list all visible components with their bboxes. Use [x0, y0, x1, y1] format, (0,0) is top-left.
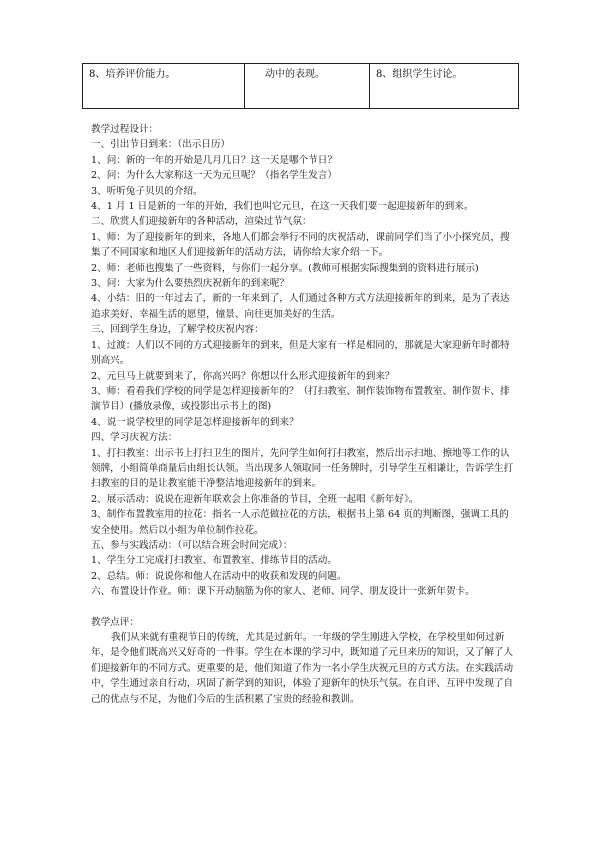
- section-gap: [91, 600, 515, 615]
- lesson-content: [91, 122, 515, 707]
- process-line: 2、师：老师也搜集了一些资料，与你们一起分享。(教师可根据实际搜集到的资料进行展示): [91, 262, 479, 274]
- process-line: 六、布置设计作业。师：课下开动脑筋为你的家人、老师、同学、朋友设计一张新年贺卡。: [91, 586, 475, 598]
- process-line: 3、制作布置教室用的拉花：指名一人示范做拉花的方法，根据书上第 64 页的判断图，强调工具的安全使用。然后以小组为单位制作拉花。: [91, 509, 509, 536]
- process-line: 四、学习庆祝方法：: [91, 432, 178, 444]
- table-row: [83, 64, 519, 109]
- process-line: 2、元旦马上就要到来了，你高兴吗？你想以什么形式迎接新年的到来？: [91, 370, 395, 382]
- process-line: 五、参与实践活动：（可以结合班会时间完成）：: [91, 539, 293, 551]
- process-line: 4、小结：旧的一年过去了，新的一年来到了，人们通过各种方式方法迎接新年的到来，是为了表达追求美好、幸福生活的愿望，憧景、向往更加美好的生活。: [91, 293, 510, 320]
- process-line: 3、师：看看我们学校的同学是怎样迎接新年的？（打扫教室、制作装饰物布置教室、制作贺卡、排演节目）(播放录像，或投影出示书上的图): [91, 385, 510, 413]
- table-cell: 动中的表现。: [245, 64, 370, 109]
- objectives-table: [82, 63, 519, 109]
- process-line: 2、总结。师：说说你和他人在活动中的收获和发现的问题。: [91, 570, 347, 582]
- process-line: 3、问：大家为什么要热烈庆祝新年的到来呢？: [91, 278, 289, 290]
- process-line: 1、打扫教室：出示书上打扫卫生的图片，先问学生如何打扫教室，然后出示扫地、擦地等工作的认领牌，小组简单商量后由组长认领。当出现多人领取同一任务牌时，引导学生互相谦让，告诉学生打扫教室的目的是让教室能干净整洁地迎接新年的到来。: [91, 447, 514, 490]
- process-line: 3、听听兔子贝贝的介绍。: [91, 185, 203, 197]
- process-line: 一、引出节日到来：（出示日历）: [91, 139, 231, 151]
- process-line: 1、学生分工完成打扫教室、布置教室、排练节目的活动。: [91, 555, 337, 567]
- process-line: 三、回到学生身边，了解学校庆祝内容：: [91, 324, 264, 336]
- process-line: 1、问：新的一年的开始是几月几日？这一天是哪个节日？: [91, 154, 337, 166]
- process-line: 2、展示活动：说说在迎新年联欢会上你准备的节目，全班一起唱《新年好》。: [91, 493, 419, 505]
- review-heading: 教学点评：: [91, 616, 139, 628]
- table-cell: 8、培养评价能力。: [83, 64, 245, 109]
- process-line: 1、过渡：人们以不同的方式迎接新年的到来，但是大家有一样是相同的，那就是大家迎新年时都特别高兴。: [91, 339, 510, 367]
- table-cell: 8、组织学生讨论。: [370, 64, 519, 109]
- process-line: 2、问：为什么大家称这一天为元旦呢？（指名学生发言）: [91, 170, 337, 182]
- process-line: 二、欣赏人们迎接新年的各种活动，渲染过节气氛：: [91, 216, 312, 228]
- process-line: 4、说一说学校里的同学是怎样迎接新年的到来？: [91, 416, 299, 428]
- process-line: 1、师：为了迎接新年的到来，各地人们都会举行不同的庆祝活动，课前同学们当了小小探究员，搜集了不同国家和地区人们迎接新年的活动方法，请你给大家介绍一下。: [91, 231, 510, 259]
- process-heading: 教学过程设计：: [91, 124, 159, 135]
- process-line: 4、1 月 1 日是新的一年的开始，我们也叫它元旦，在这一天我们要一起迎接新年的到来。: [91, 201, 474, 213]
- review-paragraph: 我们从来就有重视节日的传统，尤其是过新年。一年级的学生刚进入学校，在学校里如何过新年，是令他们既高兴又好奇的一件事。学生在本课的学习中，既知道了元旦来历的知识，又了解了人们迎接新年的不同方式。更重要的是，他们知道了作为一名小学生庆祝元旦的方式方法。在实践活动中，学生通过亲自行动，巩固了新学到的知识，体验了迎新年的快乐气氛。在自评、互评中发现了自己的优点与不足，为他们今后的生活积累了宝贵的经验和教训。: [91, 632, 514, 705]
